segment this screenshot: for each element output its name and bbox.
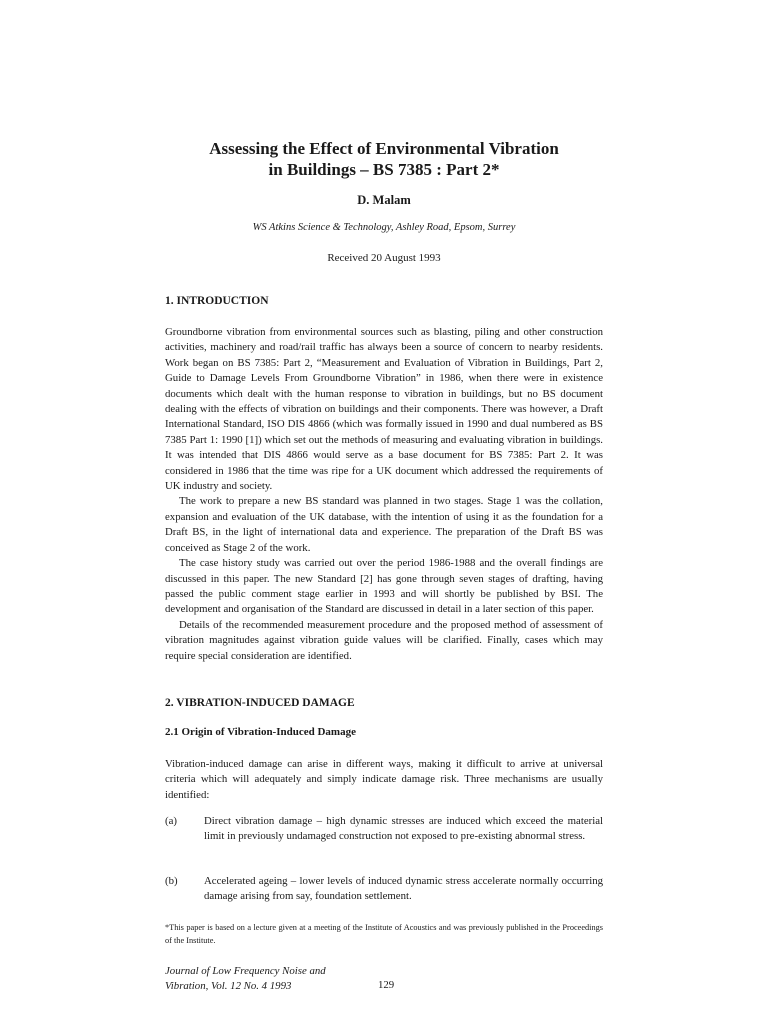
- received-date: Received 20 August 1993: [327, 252, 441, 264]
- title-line-1: Assessing the Effect of Environmental Vibration: [209, 139, 559, 158]
- list-marker: (a): [165, 815, 177, 827]
- section-2-1-heading: 2.1 Origin of Vibration-Induced Damage: [165, 726, 356, 738]
- paragraph: The case history study was carried out over the period 1986-1988 and the overall findings are discussed in this paper. The new Standard [2] has gone through seven stages of drafting, having passed the public comment stage earlier in 1993 and will shortly be published by BSI. The development and organisation of the Standard are discussed in detail in a later section of this paper.: [165, 557, 603, 616]
- section-2-intro: Vibration-induced damage can arise in different ways, making it difficult to arrive at universal criteria which will adequately and simply indicate damage risk. Three mechanisms are usually identified:: [165, 758, 603, 801]
- list-item-b: [165, 874, 603, 905]
- list-marker: (b): [165, 875, 178, 887]
- section-1-body: [165, 325, 603, 664]
- list-item-text: Accelerated ageing – lower levels of induced dynamic stress accelerate normally occurring damage arising from say, foundation settlement.: [204, 875, 603, 903]
- title-line-2: in Buildings – BS 7385 : Part 2*: [268, 160, 500, 179]
- affiliation: WS Atkins Science & Technology, Ashley Road, Epsom, Surrey: [252, 222, 516, 233]
- paragraph: Groundborne vibration from environmental sources such as blasting, piling and other construction activities, machinery and road/rail traffic has always been a source of concern to nearby residents. Work began on BS 7385: Part 2, “Measurement and Evaluation of Vibration in Buildings, Part 2, Guide to Damage Levels From Groundborne Vibration” in 1986, when there were in existence documents which dealt with the human response to vibration in buildings, but no BS document dealing with the effects of vibration on buildings and their components. There was however, a Draft International Standard, ISO DIS 4866 (which was formally issued in 1990 and dual numbered as BS 7385 Part 1: 1990 [1]) which set out the methods of measuring and evaluating vibration in buildings. It was intended that DIS 4866 would serve as a base document for BS 7385: Part 2. It was considered in 1986 that the time was ripe for a UK document which addressed the requirements of UK industry and society.: [165, 326, 603, 493]
- page-number: 129: [378, 979, 395, 991]
- paragraph: The work to prepare a new BS standard was planned in two stages. Stage 1 was the collation, expansion and evaluation of the UK database, with the intention of using it as the foundation for a Draft BS, in the light of international data and experience. The preparation of the Draft BS was conceived as Stage 2 of the work.: [165, 495, 603, 554]
- footnote: *This paper is based on a lecture given at a meeting of the Institute of Acoustics and was previously published in the Proceedings of the Institute.: [165, 923, 603, 945]
- paper-title: [0, 138, 768, 180]
- section-1-heading: 1. INTRODUCTION: [165, 295, 269, 307]
- journal-line-2: Vibration, Vol. 12 No. 4 1993: [165, 980, 292, 992]
- section-2-heading: 2. VIBRATION-INDUCED DAMAGE: [165, 697, 355, 709]
- author: D. Malam: [357, 193, 411, 207]
- list-item-text: Direct vibration damage – high dynamic stresses are induced which exceed the material limit in previously undamaged construction not exposed to pre-existing abnormal stress.: [204, 815, 603, 843]
- paragraph: Details of the recommended measurement procedure and the proposed method of assessment of vibration magnitudes against vibration guide values will be clarified. Finally, cases which may require special consideration are identified.: [165, 618, 603, 662]
- journal-citation: [165, 964, 326, 994]
- journal-line-1: Journal of Low Frequency Noise and: [165, 965, 326, 977]
- list-item-a: [165, 814, 603, 845]
